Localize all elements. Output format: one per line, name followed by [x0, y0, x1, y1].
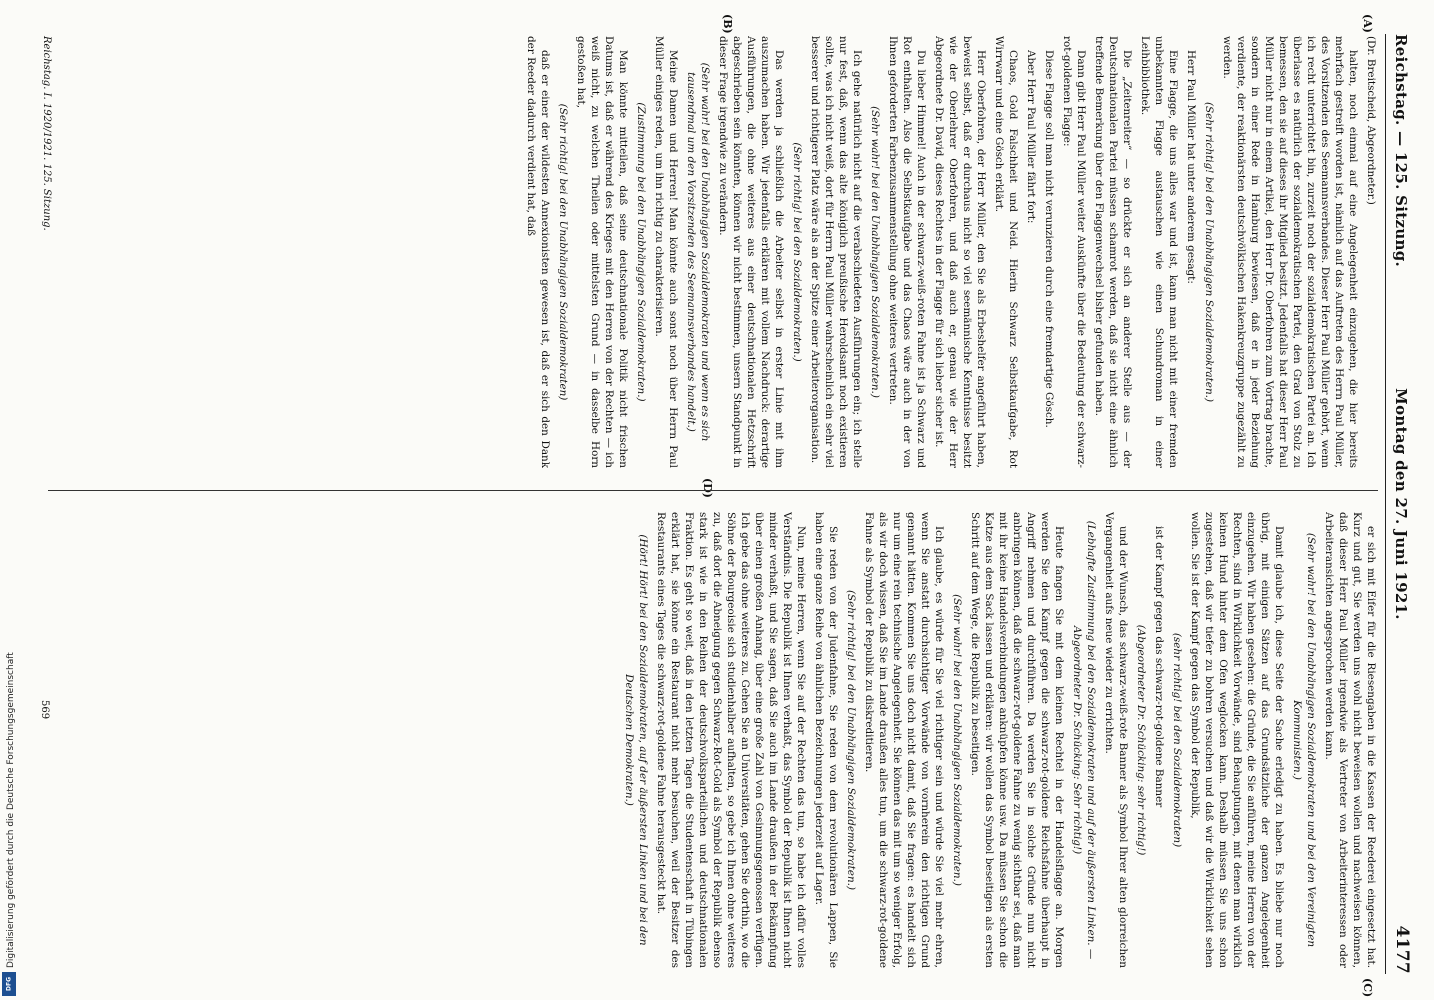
paragraph: Meine Damen und Herren! Man könnte auch sonst noch über Herrn Paul Müller einiges reden, um ihn richtig zu charakterisieren. [653, 36, 679, 468]
funding-strip [1, 0, 17, 1000]
dfg-logo: DFG [2, 972, 16, 996]
interjection: (Sehr richtig! bei den Unabhängigen Sozialdemokraten.) [845, 589, 857, 890]
paragraph: Ich glaube, es würde für Sie viel richtiger sein und würde Sie viel mehr ehren, wenn Sie anstatt durchsichtiger Vorwände von vornherein den richtigen Grund genannt hätten. Kommen Sie uns doch nicht damit, daß Sie fragen: es handelt sich nur um eine rein technische Angelegenheit. Sie können das mit um so weniger Erfolg, als wir doch wissen, daß Sie im Lande draußen alles tun, um die schwarz-rot-goldene Fahne als Symbol der Republik zu diskreditieren. [863, 512, 945, 968]
paragraph: Man könnte mitteilen, daß seine deutschnationale Politik nicht frischen Datums ist, daß er während des Krieges mit den Herren von der Rechten — ich weiß nicht, zu welchen Theilen oder mittelsten Grund — in dasselbe Horn gestoßen hat, [575, 36, 629, 468]
paragraph: Aber Herr Paul Müller fährt fort: [1025, 50, 1037, 224]
paragraph: Das werden ja schließlich die Arbeiter selbst in erster Linie mit ihm auszumachen haben. Wir jedenfalls erklären mit vollem Nachdruck: derartige Ausführungen, die ohne weiteres aus einer deutschnationalen Hetzschrift abgeschrieben sein könnten, können wir nicht bestimmen, unsern Standpunkt in dieser Frage irgendwie zu verändern. [717, 36, 785, 468]
paragraph: Nun, meine Herren, wenn Sie auf der Rechten das tun, so habe ich dafür volles Verständnis. Die Republik ist Ihnen verhaßt, das Symbol der Republik ist Ihnen nicht minder verhaßt, und Sie sagen, daß Sie auch im Lande draußen in der Bekämpfung über einen großen Anhang, über eine große Zahl von Gesinnungsgenossen verfügen. Ich gebe das ohne weiteres zu. Gehen Sie an Universitäten, gehen Sie dorthin, wo die Söhne der Bourgeoisie sich studienhalber aufhalten, so gebe ich Ihnen ohne weiteres zu, daß dort die Abneigung gegen Schwarz-Rot-Gold als Symbol der Republik ebenso stark ist wie in den Reihen der deutschvolksparteilichen und deutschnationalen Fraktion. Es geht so weit, daß in den letzten Tagen die Studentenschaft in Tübingen erklärt hat, sie könne ein Restaurant nicht mehr besuchen, weil der Besitzer des Restaurants eines Tages die schwarz-rot-goldene Fahne herausgesteckt hat. [655, 512, 807, 968]
interjection: (Sehr wahr! bei den Unabhängigen Sozialdemokraten.) [951, 594, 963, 886]
paragraph: Dann gibt Herr Paul Müller weiter Auskünfte über die Bedeutung der schwarz-rot-goldenen Flagge: [1061, 36, 1087, 468]
paragraph: er sich mit Eifer für die Riesengaben in die Kassen der Reederei eingesetzt hat. Kurz und gut, Sie werden uns wohl nicht beweisen wollen und nachweisen können, daß dieser Herr Paul Müller irgendwie als Vertreter von Arbeiterinteressen oder Arbeiteransichten angesprochen werden kann. [1323, 512, 1377, 968]
paragraph: Diese Flagge soll man nicht verunzieren durch eine fremdartige Gösch. [1043, 50, 1055, 428]
margin-mark-c: (C) [1361, 978, 1374, 998]
footer-page-number: 569 [39, 700, 50, 720]
interjection: (Sehr wahr! bei den Unabhängigen Sozialdemokraten und bei den Vereinigten Kommunisten.) [1291, 532, 1317, 948]
funding-note: Digitalisierung gefördert durch die Deutsche Forschungsgemeinschaft [6, 652, 16, 968]
column-divider [48, 490, 1378, 491]
interjection: (Sehr richtig! bei den Unabhängigen Sozialdemokraten) [557, 103, 569, 401]
interjection: (Zustimmung bei den Unabhängigen Sozialdemokraten.) [635, 102, 647, 402]
paragraph: halten, noch einmal auf eine Angelegenheit einzugehen, die hier bereits mehrfach gestreift worden ist, nämlich auf das Auftreten des Herrn Paul Müller, des Vorsitzenden des Seemannsverbandes. Dieser Herr Paul Müller gehört, wenn ich recht unterrichtet bin, zurzeit noch der sozialdemokratischen Partei an. Ich überlasse es natürlich der sozialdemokratischen Partei, den Grad von Stolz zu bemessen, den sie auf dieses ihr Mitglied besitzt. Jedenfalls hat dieser Herr Paul Müller nicht nur in einem Artikel, den Herr Dr. Oberfohren zum Vortrag brachte, sondern in einer Rede in Hamburg bewiesen, daß er in jeder Beziehung verdiente, der reaktionärsten deutschvölkischen Hakenkreuzgruppe zugezählt zu werden. [1221, 36, 1359, 468]
footer-citation: Reichstag. I. 1920/1921. 125. Sitzung. [41, 36, 52, 231]
header-rule [1385, 34, 1386, 974]
paragraph: Sie reden von der Judenfahne, Sie reden von dem revolutionären Lappen, Sie haben eine ganze Reihe von ähnlichen Bezeichnungen jederzeit auf Lager. [813, 512, 839, 968]
interjection: (Hört! Hört! bei den Sozialdemokraten, auf der äußersten Linken und bei den Deutschen Demokraten.) [623, 534, 649, 946]
text-column-left [58, 36, 1378, 468]
interjection: (Sehr wahr! bei den Unabhängigen Sozialdemokraten.) [869, 106, 881, 398]
header-left: Reichstag. — 125. Sitzung. [1392, 34, 1410, 268]
interjection: (Sehr richtig! bei den Unabhängigen Sozialdemokraten.) [1203, 101, 1215, 402]
interjection: (Sehr richtig! bei den Sozialdemokraten.) [791, 142, 803, 362]
paragraph: ist der Kampf gegen das schwarz-rot-goldene Banner [1153, 526, 1165, 808]
page-header [1388, 34, 1412, 974]
paragraph: Chaos, Gold Falschheit und Neid. Hierin Schwarz Selbstkaufgabe, Rot Wirrwarr und eine Gösch erklärt. [993, 36, 1019, 468]
text-column-right [58, 512, 1378, 968]
paragraph: Du lieber Himmel! Auch in der schwarz-weiß-roten Fahne ist ja Schwarz und Rot enthalten. Also die Selbstkaufgabe und das Chaos wäre auch in der von Ihnen geforderten Farbenzusammenstellung ohne weiteres vertreten. [887, 36, 927, 468]
paragraph: Ich gehe natürlich nicht auf die verabschiedeten Ausführungen ein; ich stelle nur fest, daß, wenn das alte königlich preußische Heroldsamt noch existieren sollte, was ich nicht weiß, dort für Herrn Paul Müller wahrscheinlich ein sehr viel besserer und richtigerer Platz wäre als an der Spitze einer Arbeiterorganisation. [809, 36, 863, 468]
interjection: (sehr richtig! bei den Sozialdemokraten) [1171, 632, 1183, 848]
header-page-number: 4177 [1392, 925, 1412, 974]
paragraph: Herr Paul Müller hat unter anderem gesagt: [1185, 50, 1197, 284]
margin-mark-b: (B) [721, 14, 734, 34]
speaker-line: (Dr. Breitscheid, Abgeordneter.) [1365, 36, 1377, 205]
paragraph: Heute fangen Sie mit dem kleinen Rechtel in der Handelsflagge an. Morgen werden Sie den Kampf gegen die schwarz-rot-goldene Reichsfahne überhaupt in Angriff nehmen und durchführen. Da werden Sie in solche Gründe nun nicht anbringen können, daß die schwarz-rot-goldene Fahne zu wenig sichtbar sei, daß man mit ihr keine Handelsverbindungen anknüpfen könne usw. Da müssen Sie schon die Katze aus dem Sack lassen und erklären: wir wollen das Symbol beseitigen als ersten Schritt auf dem Wege, die Republik zu beseitigen. [969, 512, 1065, 968]
margin-mark-a: (A) [1361, 14, 1374, 33]
interjection: (Sehr wahr! bei den Unabhängigen Sozialdemokraten und wenn es sich tausendmal um den Vorsitzenden des Seemannsverbandes handelt.) [685, 62, 711, 442]
paragraph: und der Wunsch, das schwarz-weiß-rote Banner als Symbol Ihrer alten glorreichen Vergangenheit aufs neue wieder zu errichten. [1103, 512, 1129, 968]
interjection: (Abgeordneter Dr. Schücking: sehr richtig!) [1135, 624, 1147, 856]
paragraph: Damit glaube ich, diese Seite der Sache erledigt zu haben. Es bliebe nur noch übrig, mit einigen Sätzen auf das Grundsätzliche der ganzen Angelegenheit einzugehen. Wir haben gesehen: die Gründe, die Sie anführen, meine Herren von der Rechten, sind in Wirklichkeit Vorwände, sind Behauptungen, mit denen man wirklich keinen Hund hinter dem Ofen weglocken kann. Deshalb müssen Sie uns schon zugestehen, daß wir tiefer zu bohren versuchen und daß wir die Wirklichkeit sehen wollen. Sie ist der Kampf gegen das Symbol der Republik, [1189, 512, 1285, 968]
paragraph: Die „Zeitenreiter“ — so drückte er sich an anderer Stelle aus — der Deutschnationalen Partei müssen schamrot werden, daß sie nicht eine ähnlich treffende Bemerkung über den Flaggenwechsel bisher gefunden haben. [1093, 36, 1133, 468]
header-date: Montag den 27. Juni 1921. [1392, 388, 1410, 620]
paragraph: Eine Flagge, die uns alles war und ist, kann man nicht mit einer fremden unbekannten Flagge austauschen wie einen Schundroman in einer Leihbibliothek. [1139, 36, 1179, 468]
paragraph: daß er einer der wildesten Annexionisten gewesen ist, daß er sich den Dank der Reeder dadurch verdient hat, daß [525, 36, 551, 468]
paragraph: Herr Oberfohren, der Herr Müller, den Sie als Erbeshelfer angeführt haben, beweist selbst, daß er durchaus nicht so viel seemännische Kenntnisse besitzt wie der Oberlehrer Oberfohren, und daß auch er, genau wie der Herr Abgeordnete Dr. David, dieses Rechtes in der Flagge für sich lieber sicher ist. [933, 36, 987, 468]
interjection: (Lebhafte Zustimmung bei den Sozialdemokraten und auf der äußersten Linken. — Abgeordneter Dr. Schücking: Sehr richtig!) [1071, 520, 1097, 960]
margin-mark-d: (D) [701, 478, 714, 498]
